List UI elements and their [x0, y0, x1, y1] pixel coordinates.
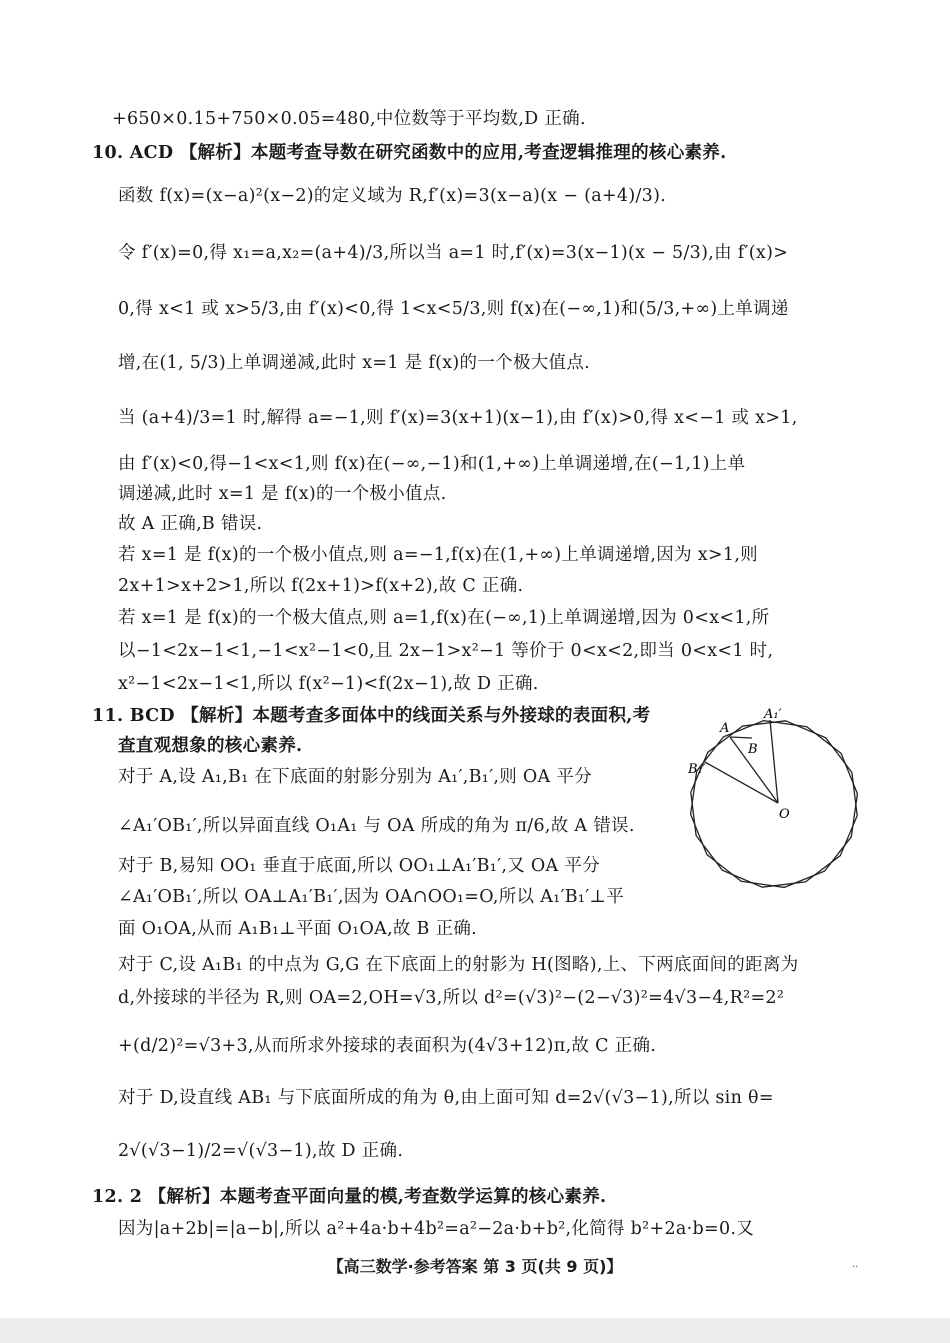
text-line: 若 x=1 是 f(x)的一个极小值点,则 a=−1,f(x)在(1,+∞)上单调递增,因为 x>1,则 [118, 545, 758, 565]
text-line: ∠A₁′OB₁′,所以异面直线 O₁A₁ 与 OA 所成的角为 π/6,故 A 错误. [118, 816, 635, 836]
text-line: 对于 B,易知 OO₁ 垂直于底面,所以 OO₁⊥A₁′B₁′,又 OA 平分 [118, 856, 600, 876]
text-line: 若 x=1 是 f(x)的一个极大值点,则 a=1,f(x)在(−∞,1)上单调递增,因为 0<x<1,所 [118, 608, 770, 628]
text-line: 对于 D,设直线 AB₁ 与下底面所成的角为 θ,由上面可知 d=2√(√3−1),所以 sin θ= [118, 1088, 774, 1108]
label-b1p: B₁′ [688, 762, 706, 777]
text-line: d,外接球的半径为 R,则 OA=2,OH=√3,所以 d²=(√3)²−(2−√3)²=4√3−4,R²=2² [118, 988, 785, 1008]
label-a1p: A₁′ [764, 707, 782, 722]
text-line: 调递减,此时 x=1 是 f(x)的一个极小值点. [118, 484, 447, 504]
text-line: 当 (a+4)/3=1 时,解得 a=−1,则 f′(x)=3(x+1)(x−1),由 f′(x)>0,得 x<−1 或 x>1, [118, 408, 798, 428]
text-line: x²−1<2x−1<1,所以 f(x²−1)<f(2x−1),故 D 正确. [118, 674, 539, 694]
text-line: 故 A 正确,B 错误. [118, 514, 263, 534]
text-line: 2√(√3−1)/2=√(√3−1),故 D 正确. [118, 1141, 404, 1161]
text-line: +(d/2)²=√3+3,从而所求外接球的表面积为(4√3+12)π,故 C 正确. [118, 1036, 657, 1056]
q10-header: 10. ACD 【解析】本题考查导数在研究函数中的应用,考查逻辑推理的核心素养. [92, 143, 727, 163]
text-line: 因为|a+2b|=|a−b|,所以 a²+4a·b+4b²=a²−2a·b+b²,化简得 b²+2a·b=0.又 [118, 1219, 755, 1239]
q11-header-cont: 查直观想象的核心素养. [118, 736, 303, 756]
upper-base-projection-polygon [691, 721, 857, 887]
text-line: 0,得 x<1 或 x>5/3,由 f′(x)<0,得 1<x<5/3,则 f(x)在(−∞,1)和(5/3,+∞)上单调递 [118, 299, 789, 319]
bottom-band [0, 1318, 950, 1343]
text-line: +650×0.15+750×0.05=480,中位数等于平均数,D 正确. [112, 109, 586, 129]
segment-b1p-o [705, 762, 778, 803]
text-line: 增,在(1, 5/3)上单调递减,此时 x=1 是 f(x)的一个极大值点. [118, 353, 591, 373]
text-line: 对于 A,设 A₁,B₁ 在下底面的射影分别为 A₁′,B₁′,则 OA 平分 [118, 767, 592, 787]
label-b: B [748, 742, 758, 757]
text-line: 以−1<2x−1<1,−1<x²−1<0,且 2x−1>x²−1 等价于 0<x<2,即当 0<x<1 时, [118, 641, 774, 661]
dodecagon-figure [688, 700, 863, 890]
q12-header: 12. 2 【解析】本题考查平面向量的模,考查数学运算的核心素养. [92, 1187, 607, 1207]
text-line: 由 f′(x)<0,得−1<x<1,则 f(x)在(−∞,−1)和(1,+∞)上单调递增,在(−1,1)上单 [118, 454, 746, 474]
segment-a1p-o [770, 720, 778, 803]
q11-header: 11. BCD 【解析】本题考查多面体中的线面关系与外接球的表面积,考 [92, 706, 651, 726]
label-o: O [779, 807, 790, 822]
label-a: A [720, 721, 730, 736]
text-line: 对于 C,设 A₁B₁ 的中点为 G,G 在下底面上的射影为 H(图略),上、下两底面间的距离为 [118, 955, 799, 975]
segment-a-b [730, 737, 752, 738]
text-line: 面 O₁OA,从而 A₁B₁⊥平面 O₁OA,故 B 正确. [118, 919, 478, 939]
page-footer: 【高三数学·参考答案 第 3 页(共 9 页)】 [327, 1257, 623, 1276]
text-line: 函数 f(x)=(x−a)²(x−2)的定义域为 R,f′(x)=3(x−a)(x − (a+4)/3). [118, 186, 667, 206]
corner-mark: ·· [852, 1262, 859, 1273]
text-line: 令 f′(x)=0,得 x₁=a,x₂=(a+4)/3,所以当 a=1 时,f′(x)=3(x−1)(x − 5/3),由 f′(x)> [118, 243, 789, 263]
text-line: 2x+1>x+2>1,所以 f(2x+1)>f(x+2),故 C 正确. [118, 576, 524, 596]
text-line: ∠A₁′OB₁′,所以 OA⊥A₁′B₁′,因为 OA∩OO₁=O,所以 A₁′B₁′⊥平 [118, 887, 625, 907]
